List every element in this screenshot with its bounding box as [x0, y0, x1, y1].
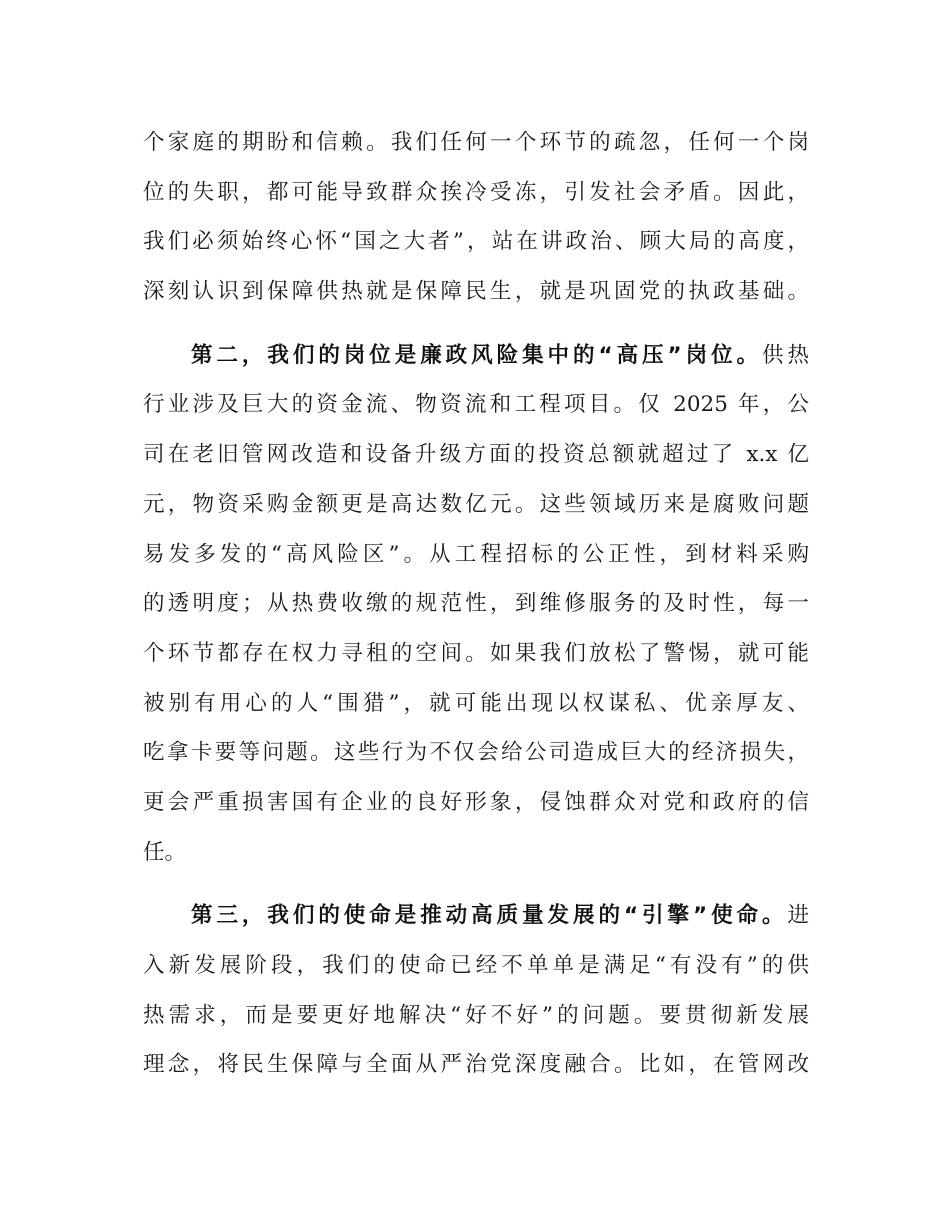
text-line: 个环节都存在权力寻租的空间。如果我们放松了警惕，就可能 [143, 640, 809, 666]
text-line [143, 891, 809, 941]
text-line: 的透明度；从热费收缴的规范性，到维修服务的及时性，每一 [143, 591, 809, 617]
paragraph-2 [143, 331, 809, 878]
text-line: 入新发展阶段，我们的使命已经不单单是满足“有没有”的供 [143, 953, 809, 978]
text-line: 个家庭的期盼和信赖。我们任何一个环节的疏忽，任何一个岗 [143, 130, 809, 155]
text-line: 更会严重损害国有企业的良好形象，侵蚀群众对党和政府的信 [143, 789, 809, 815]
text-line: 吃拿卡要等问题。这些行为不仅会给公司造成巨大的经济损失， [143, 740, 809, 766]
text-line: 司在老旧管网改造和设备升级方面的投资总额就超过了 x.x 亿 [143, 442, 809, 468]
text-line: 被别有用心的人“围猎”，就可能出现以权谋私、优亲厚友、 [143, 690, 809, 716]
text-line: 热需求，而是要更好地解决“好不好”的问题。要贯彻新发展 [143, 1002, 809, 1028]
paragraph-1 [143, 118, 809, 317]
text-line: 位的失职，都可能导致群众挨冷受冻，引发社会矛盾。因此， [143, 179, 809, 205]
text-line: 易发多发的“高风险区”。从工程招标的公正性，到材料采购 [143, 541, 809, 567]
paragraph-heading: 第二，我们的岗位是廉政风险集中的“高压”岗位。 [191, 342, 763, 368]
text-fragment: 进 [787, 903, 809, 929]
text-line: 行业涉及巨大的资金流、物资流和工程项目。仅 2025 年，公 [143, 392, 809, 418]
paragraph-3 [143, 891, 809, 1090]
text-line: 深刻认识到保障供热就是保障民生，就是巩固党的执政基础。 [143, 279, 809, 305]
text-line: 任。 [143, 839, 187, 865]
text-line [143, 331, 809, 381]
document-page [143, 118, 809, 1104]
text-fragment: 供热 [762, 342, 809, 368]
text-line: 我们必须始终心怀“国之大者”，站在讲政治、顾大局的高度， [143, 229, 809, 255]
text-line: 元，物资采购金额更是高达数亿元。这些领域历来是腐败问题 [143, 491, 809, 517]
paragraph-heading: 第三，我们的使命是推动高质量发展的“引擎”使命。 [191, 903, 788, 929]
text-line: 理念，将民生保障与全面从严治党深度融合。比如，在管网改 [143, 1052, 809, 1078]
